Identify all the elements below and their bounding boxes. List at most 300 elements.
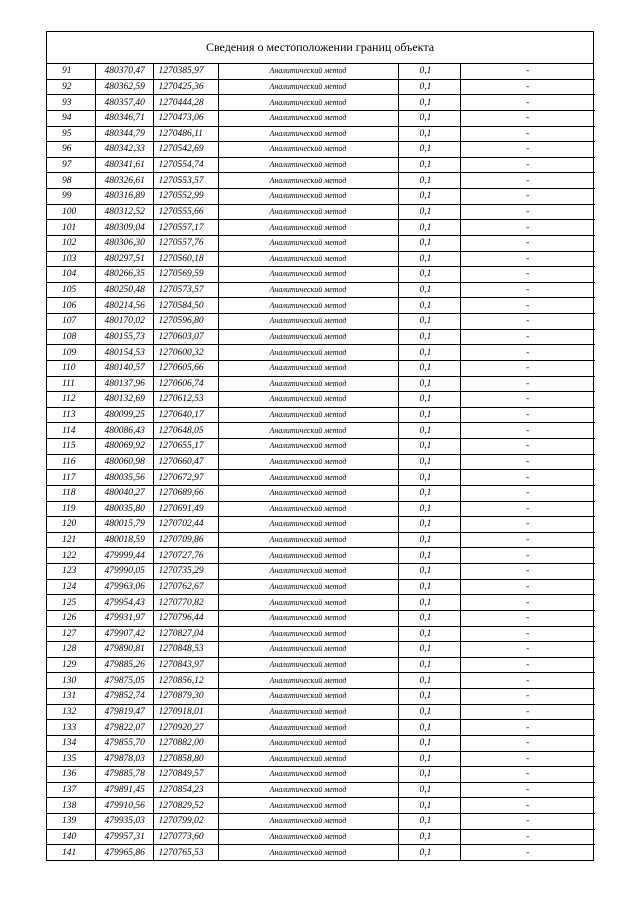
table-row	[47, 235, 595, 251]
table-row	[47, 610, 595, 626]
y-coordinate-cell: 1270555,66	[153, 204, 218, 220]
y-coordinate-cell: 1270882,00	[153, 735, 218, 751]
method-cell: Аналитический метод	[218, 157, 398, 173]
x-coordinate-cell: 480306,30	[95, 235, 153, 251]
method-cell: Аналитический метод	[218, 610, 398, 626]
note-cell: -	[460, 360, 595, 376]
y-coordinate-cell: 1270918,01	[153, 704, 218, 720]
note-cell: -	[460, 735, 595, 751]
x-coordinate-cell: 479963,06	[95, 579, 153, 595]
point-number-cell: 126	[47, 610, 95, 626]
note-cell: -	[460, 173, 595, 189]
note-cell: -	[460, 345, 595, 361]
x-coordinate-cell: 479935,03	[95, 814, 153, 830]
y-coordinate-cell: 1270920,27	[153, 720, 218, 736]
x-coordinate-cell: 479999,44	[95, 548, 153, 564]
table-row	[47, 64, 595, 79]
table-row	[47, 689, 595, 705]
point-number-cell: 107	[47, 314, 95, 330]
y-coordinate-cell: 1270655,17	[153, 439, 218, 455]
point-number-cell: 125	[47, 595, 95, 611]
method-cell: Аналитический метод	[218, 798, 398, 814]
x-coordinate-cell: 479855,70	[95, 735, 153, 751]
y-coordinate-cell: 1270385,97	[153, 64, 218, 79]
method-cell: Аналитический метод	[218, 735, 398, 751]
method-cell: Аналитический метод	[218, 220, 398, 236]
accuracy-cell: 0,1	[398, 314, 460, 330]
table-row	[47, 673, 595, 689]
note-cell: -	[460, 204, 595, 220]
x-coordinate-cell: 480316,89	[95, 189, 153, 205]
y-coordinate-cell: 1270762,67	[153, 579, 218, 595]
y-coordinate-cell: 1270735,29	[153, 564, 218, 580]
accuracy-cell: 0,1	[398, 673, 460, 689]
table-row	[47, 423, 595, 439]
y-coordinate-cell: 1270573,57	[153, 282, 218, 298]
y-coordinate-cell: 1270640,17	[153, 407, 218, 423]
x-coordinate-cell: 480035,80	[95, 501, 153, 517]
method-cell: Аналитический метод	[218, 126, 398, 142]
x-coordinate-cell: 480326,61	[95, 173, 153, 189]
accuracy-cell: 0,1	[398, 798, 460, 814]
method-cell: Аналитический метод	[218, 767, 398, 783]
x-coordinate-cell: 480297,51	[95, 251, 153, 267]
method-cell: Аналитический метод	[218, 845, 398, 860]
y-coordinate-cell: 1270856,12	[153, 673, 218, 689]
point-number-cell: 97	[47, 157, 95, 173]
table-row	[47, 564, 595, 580]
note-cell: -	[460, 485, 595, 501]
point-number-cell: 133	[47, 720, 95, 736]
method-cell: Аналитический метод	[218, 704, 398, 720]
note-cell: -	[460, 517, 595, 533]
accuracy-cell: 0,1	[398, 704, 460, 720]
y-coordinate-cell: 1270557,76	[153, 235, 218, 251]
y-coordinate-cell: 1270553,57	[153, 173, 218, 189]
table-row	[47, 782, 595, 798]
y-coordinate-cell: 1270770,82	[153, 595, 218, 611]
accuracy-cell: 0,1	[398, 751, 460, 767]
y-coordinate-cell: 1270702,44	[153, 517, 218, 533]
y-coordinate-cell: 1270689,66	[153, 485, 218, 501]
note-cell: -	[460, 673, 595, 689]
accuracy-cell: 0,1	[398, 204, 460, 220]
y-coordinate-cell: 1270560,18	[153, 251, 218, 267]
method-cell: Аналитический метод	[218, 439, 398, 455]
table-row	[47, 142, 595, 158]
coordinates-table-body	[47, 64, 595, 860]
accuracy-cell: 0,1	[398, 626, 460, 642]
table-title: Сведения о местоположении границ объекта	[47, 32, 593, 64]
table-row	[47, 595, 595, 611]
table-row	[47, 626, 595, 642]
method-cell: Аналитический метод	[218, 95, 398, 111]
method-cell: Аналитический метод	[218, 79, 398, 95]
note-cell: -	[460, 142, 595, 158]
accuracy-cell: 0,1	[398, 735, 460, 751]
x-coordinate-cell: 479965,86	[95, 845, 153, 860]
accuracy-cell: 0,1	[398, 689, 460, 705]
method-cell: Аналитический метод	[218, 720, 398, 736]
method-cell: Аналитический метод	[218, 548, 398, 564]
x-coordinate-cell: 480086,43	[95, 423, 153, 439]
y-coordinate-cell: 1270773,60	[153, 829, 218, 845]
y-coordinate-cell: 1270606,74	[153, 376, 218, 392]
point-number-cell: 93	[47, 95, 95, 111]
table-row	[47, 360, 595, 376]
x-coordinate-cell: 480341,61	[95, 157, 153, 173]
accuracy-cell: 0,1	[398, 501, 460, 517]
accuracy-cell: 0,1	[398, 329, 460, 345]
accuracy-cell: 0,1	[398, 470, 460, 486]
table-row	[47, 548, 595, 564]
accuracy-cell: 0,1	[398, 845, 460, 860]
x-coordinate-cell: 479890,81	[95, 642, 153, 658]
note-cell: -	[460, 579, 595, 595]
x-coordinate-cell: 480154,53	[95, 345, 153, 361]
note-cell: -	[460, 720, 595, 736]
x-coordinate-cell: 480170,02	[95, 314, 153, 330]
accuracy-cell: 0,1	[398, 579, 460, 595]
accuracy-cell: 0,1	[398, 189, 460, 205]
table-row	[47, 407, 595, 423]
method-cell: Аналитический метод	[218, 189, 398, 205]
accuracy-cell: 0,1	[398, 517, 460, 533]
method-cell: Аналитический метод	[218, 532, 398, 548]
method-cell: Аналитический метод	[218, 142, 398, 158]
method-cell: Аналитический метод	[218, 689, 398, 705]
note-cell: -	[460, 95, 595, 111]
x-coordinate-cell: 480250,48	[95, 282, 153, 298]
point-number-cell: 112	[47, 392, 95, 408]
table-row	[47, 267, 595, 283]
y-coordinate-cell: 1270584,50	[153, 298, 218, 314]
point-number-cell: 106	[47, 298, 95, 314]
point-number-cell: 139	[47, 814, 95, 830]
note-cell: -	[460, 392, 595, 408]
x-coordinate-cell: 480357,40	[95, 95, 153, 111]
note-cell: -	[460, 157, 595, 173]
y-coordinate-cell: 1270709,86	[153, 532, 218, 548]
x-coordinate-cell: 479907,42	[95, 626, 153, 642]
table-row	[47, 392, 595, 408]
y-coordinate-cell: 1270612,53	[153, 392, 218, 408]
y-coordinate-cell: 1270596,80	[153, 314, 218, 330]
table-row	[47, 579, 595, 595]
note-cell: -	[460, 423, 595, 439]
accuracy-cell: 0,1	[398, 298, 460, 314]
note-cell: -	[460, 267, 595, 283]
x-coordinate-cell: 480069,92	[95, 439, 153, 455]
y-coordinate-cell: 1270858,80	[153, 751, 218, 767]
x-coordinate-cell: 479990,05	[95, 564, 153, 580]
point-number-cell: 105	[47, 282, 95, 298]
accuracy-cell: 0,1	[398, 157, 460, 173]
accuracy-cell: 0,1	[398, 814, 460, 830]
note-cell: -	[460, 751, 595, 767]
table-row	[47, 79, 595, 95]
table-row	[47, 642, 595, 658]
note-cell: -	[460, 595, 595, 611]
y-coordinate-cell: 1270765,53	[153, 845, 218, 860]
table-row	[47, 126, 595, 142]
table-row	[47, 345, 595, 361]
point-number-cell: 110	[47, 360, 95, 376]
method-cell: Аналитический метод	[218, 423, 398, 439]
y-coordinate-cell: 1270425,36	[153, 79, 218, 95]
x-coordinate-cell: 479819,47	[95, 704, 153, 720]
note-cell: -	[460, 767, 595, 783]
note-cell: -	[460, 407, 595, 423]
point-number-cell: 119	[47, 501, 95, 517]
method-cell: Аналитический метод	[218, 501, 398, 517]
accuracy-cell: 0,1	[398, 423, 460, 439]
x-coordinate-cell: 479878,03	[95, 751, 153, 767]
accuracy-cell: 0,1	[398, 251, 460, 267]
x-coordinate-cell: 480060,98	[95, 454, 153, 470]
table-row	[47, 282, 595, 298]
note-cell: -	[460, 110, 595, 126]
y-coordinate-cell: 1270542,69	[153, 142, 218, 158]
table-row	[47, 329, 595, 345]
point-number-cell: 92	[47, 79, 95, 95]
point-number-cell: 98	[47, 173, 95, 189]
method-cell: Аналитический метод	[218, 454, 398, 470]
note-cell: -	[460, 564, 595, 580]
note-cell: -	[460, 548, 595, 564]
note-cell: -	[460, 189, 595, 205]
accuracy-cell: 0,1	[398, 142, 460, 158]
accuracy-cell: 0,1	[398, 548, 460, 564]
method-cell: Аналитический метод	[218, 517, 398, 533]
x-coordinate-cell: 480309,04	[95, 220, 153, 236]
method-cell: Аналитический метод	[218, 470, 398, 486]
point-number-cell: 100	[47, 204, 95, 220]
x-coordinate-cell: 480266,35	[95, 267, 153, 283]
method-cell: Аналитический метод	[218, 235, 398, 251]
point-number-cell: 137	[47, 782, 95, 798]
table-row	[47, 454, 595, 470]
table-row	[47, 720, 595, 736]
point-number-cell: 115	[47, 439, 95, 455]
x-coordinate-cell: 480015,79	[95, 517, 153, 533]
note-cell: -	[460, 220, 595, 236]
point-number-cell: 96	[47, 142, 95, 158]
point-number-cell: 99	[47, 189, 95, 205]
note-cell: -	[460, 376, 595, 392]
accuracy-cell: 0,1	[398, 782, 460, 798]
point-number-cell: 113	[47, 407, 95, 423]
table-row	[47, 189, 595, 205]
y-coordinate-cell: 1270829,52	[153, 798, 218, 814]
y-coordinate-cell: 1270569,59	[153, 267, 218, 283]
y-coordinate-cell: 1270473,06	[153, 110, 218, 126]
point-number-cell: 134	[47, 735, 95, 751]
x-coordinate-cell: 480346,71	[95, 110, 153, 126]
table-row	[47, 532, 595, 548]
note-cell: -	[460, 501, 595, 517]
point-number-cell: 141	[47, 845, 95, 860]
point-number-cell: 132	[47, 704, 95, 720]
accuracy-cell: 0,1	[398, 345, 460, 361]
table-row	[47, 735, 595, 751]
point-number-cell: 128	[47, 642, 95, 658]
point-number-cell: 103	[47, 251, 95, 267]
y-coordinate-cell: 1270849,57	[153, 767, 218, 783]
table-row	[47, 251, 595, 267]
accuracy-cell: 0,1	[398, 767, 460, 783]
point-number-cell: 130	[47, 673, 95, 689]
accuracy-cell: 0,1	[398, 79, 460, 95]
method-cell: Аналитический метод	[218, 485, 398, 501]
method-cell: Аналитический метод	[218, 282, 398, 298]
method-cell: Аналитический метод	[218, 64, 398, 79]
point-number-cell: 122	[47, 548, 95, 564]
accuracy-cell: 0,1	[398, 564, 460, 580]
note-cell: -	[460, 626, 595, 642]
y-coordinate-cell: 1270603,07	[153, 329, 218, 345]
point-number-cell: 138	[47, 798, 95, 814]
x-coordinate-cell: 479957,31	[95, 829, 153, 845]
accuracy-cell: 0,1	[398, 95, 460, 111]
point-number-cell: 131	[47, 689, 95, 705]
accuracy-cell: 0,1	[398, 360, 460, 376]
method-cell: Аналитический метод	[218, 392, 398, 408]
table-row	[47, 376, 595, 392]
point-number-cell: 91	[47, 64, 95, 79]
point-number-cell: 114	[47, 423, 95, 439]
x-coordinate-cell: 480099,25	[95, 407, 153, 423]
point-number-cell: 116	[47, 454, 95, 470]
y-coordinate-cell: 1270600,32	[153, 345, 218, 361]
accuracy-cell: 0,1	[398, 454, 460, 470]
table-row	[47, 314, 595, 330]
table-row	[47, 95, 595, 111]
table-row	[47, 704, 595, 720]
accuracy-cell: 0,1	[398, 235, 460, 251]
table-row	[47, 517, 595, 533]
point-number-cell: 129	[47, 657, 95, 673]
x-coordinate-cell: 480035,56	[95, 470, 153, 486]
y-coordinate-cell: 1270648,05	[153, 423, 218, 439]
table-row	[47, 220, 595, 236]
x-coordinate-cell: 479954,43	[95, 595, 153, 611]
y-coordinate-cell: 1270691,49	[153, 501, 218, 517]
point-number-cell: 109	[47, 345, 95, 361]
note-cell: -	[460, 329, 595, 345]
y-coordinate-cell: 1270660,47	[153, 454, 218, 470]
x-coordinate-cell: 479852,74	[95, 689, 153, 705]
table-row	[47, 110, 595, 126]
y-coordinate-cell: 1270843,97	[153, 657, 218, 673]
accuracy-cell: 0,1	[398, 610, 460, 626]
note-cell: -	[460, 314, 595, 330]
method-cell: Аналитический метод	[218, 407, 398, 423]
method-cell: Аналитический метод	[218, 204, 398, 220]
method-cell: Аналитический метод	[218, 251, 398, 267]
accuracy-cell: 0,1	[398, 720, 460, 736]
y-coordinate-cell: 1270557,17	[153, 220, 218, 236]
x-coordinate-cell: 480137,96	[95, 376, 153, 392]
y-coordinate-cell: 1270554,74	[153, 157, 218, 173]
boundary-info-sheet	[46, 31, 594, 861]
note-cell: -	[460, 610, 595, 626]
note-cell: -	[460, 689, 595, 705]
note-cell: -	[460, 64, 595, 79]
point-number-cell: 127	[47, 626, 95, 642]
table-row	[47, 829, 595, 845]
method-cell: Аналитический метод	[218, 579, 398, 595]
table-row	[47, 767, 595, 783]
note-cell: -	[460, 454, 595, 470]
x-coordinate-cell: 479931,97	[95, 610, 153, 626]
accuracy-cell: 0,1	[398, 282, 460, 298]
method-cell: Аналитический метод	[218, 298, 398, 314]
table-row	[47, 204, 595, 220]
method-cell: Аналитический метод	[218, 595, 398, 611]
method-cell: Аналитический метод	[218, 626, 398, 642]
y-coordinate-cell: 1270854,23	[153, 782, 218, 798]
point-number-cell: 108	[47, 329, 95, 345]
x-coordinate-cell: 479875,05	[95, 673, 153, 689]
note-cell: -	[460, 235, 595, 251]
point-number-cell: 104	[47, 267, 95, 283]
method-cell: Аналитический метод	[218, 673, 398, 689]
accuracy-cell: 0,1	[398, 439, 460, 455]
accuracy-cell: 0,1	[398, 407, 460, 423]
method-cell: Аналитический метод	[218, 329, 398, 345]
y-coordinate-cell: 1270552,99	[153, 189, 218, 205]
note-cell: -	[526, 847, 530, 858]
accuracy-cell: 0,1	[398, 267, 460, 283]
table-row	[47, 814, 595, 830]
note-cell: -	[460, 298, 595, 314]
method-cell: Аналитический метод	[218, 173, 398, 189]
accuracy-cell: 0,1	[398, 220, 460, 236]
accuracy-cell: 0,1	[398, 110, 460, 126]
method-cell: Аналитический метод	[218, 110, 398, 126]
method-cell: Аналитический метод	[218, 345, 398, 361]
note-cell: -	[460, 642, 595, 658]
accuracy-cell: 0,1	[398, 642, 460, 658]
table-row	[47, 485, 595, 501]
y-coordinate-cell: 1270444,28	[153, 95, 218, 111]
accuracy-cell: 0,1	[398, 64, 460, 79]
note-cell: -	[460, 532, 595, 548]
accuracy-cell: 0,1	[398, 126, 460, 142]
point-number-cell: 140	[47, 829, 95, 845]
point-number-cell: 94	[47, 110, 95, 126]
point-number-cell: 95	[47, 126, 95, 142]
x-coordinate-cell: 479891,45	[95, 782, 153, 798]
note-cell: -	[460, 79, 595, 95]
x-coordinate-cell: 480155,73	[95, 329, 153, 345]
table-row	[47, 439, 595, 455]
table-row	[47, 157, 595, 173]
accuracy-cell: 0,1	[398, 595, 460, 611]
note-cell: -	[460, 657, 595, 673]
y-coordinate-cell: 1270605,66	[153, 360, 218, 376]
accuracy-cell: 0,1	[398, 485, 460, 501]
y-coordinate-cell: 1270486,11	[153, 126, 218, 142]
note-cell: -	[460, 704, 595, 720]
x-coordinate-cell: 480344,79	[95, 126, 153, 142]
table-row	[47, 845, 595, 860]
y-coordinate-cell: 1270879,30	[153, 689, 218, 705]
x-coordinate-cell: 479885,78	[95, 767, 153, 783]
method-cell: Аналитический метод	[218, 267, 398, 283]
method-cell: Аналитический метод	[218, 657, 398, 673]
